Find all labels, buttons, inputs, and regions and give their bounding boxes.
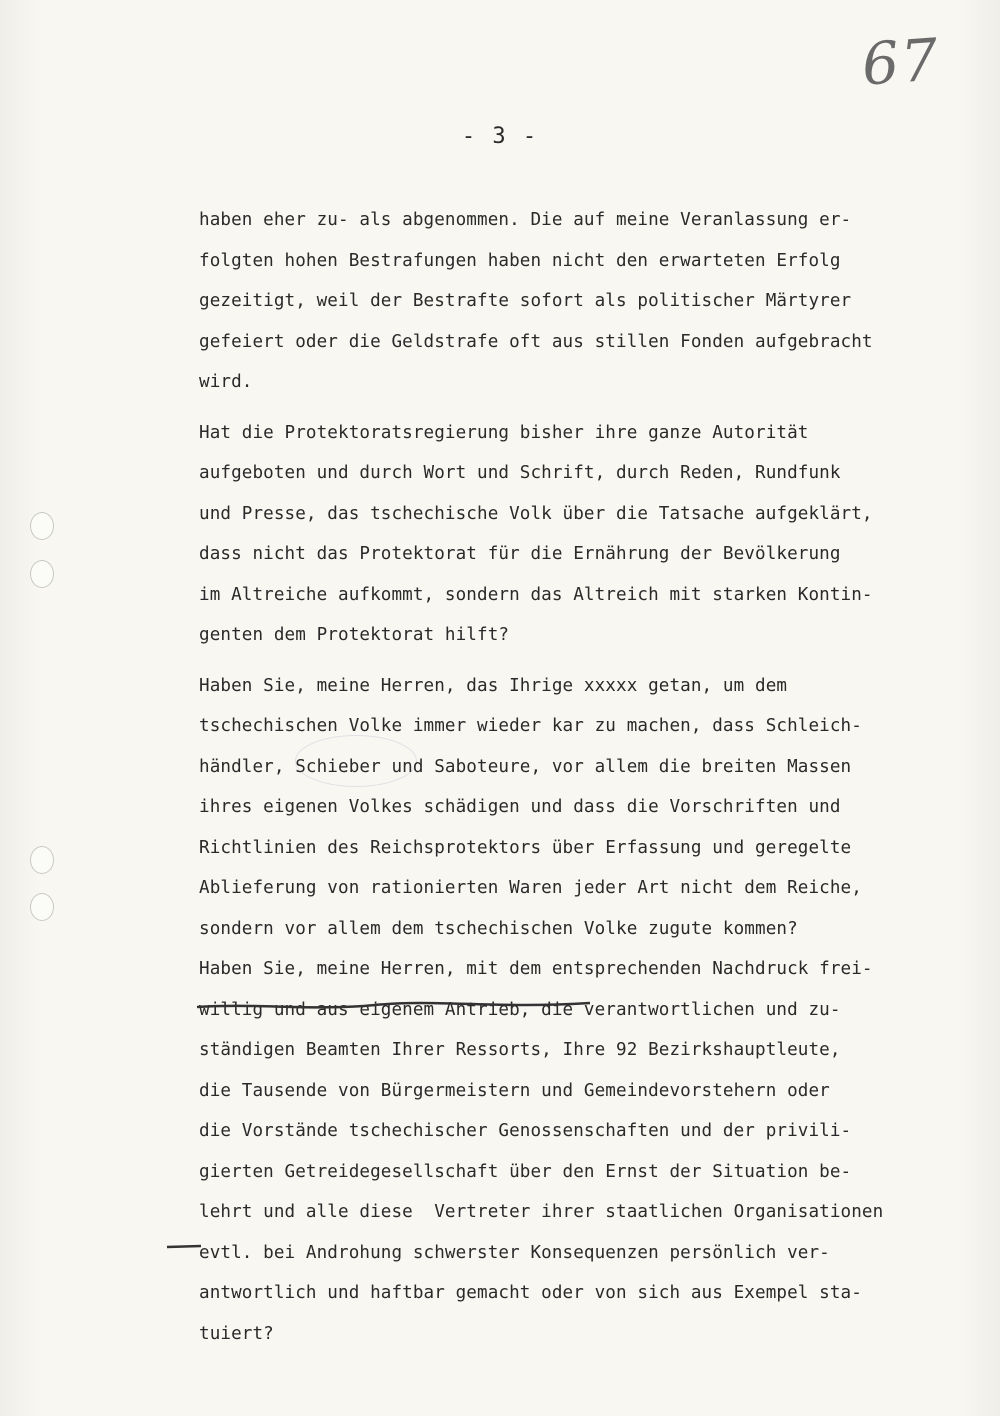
text-line: haben eher zu- als abgenommen. Die auf meine Veranlassung er- xyxy=(199,210,852,230)
paragraph xyxy=(199,200,979,403)
text-line: im Altreiche aufkommt, sondern das Altreich mit starken Kontin- xyxy=(199,584,873,605)
text-line: händler, Schieber und Saboteure, vor allem die breiten Massen xyxy=(199,756,852,777)
body-text xyxy=(199,200,979,1364)
text-line: gierten Getreidegesellschaft über den Ernst der Situation be- xyxy=(199,1161,852,1182)
punch-hole xyxy=(30,560,54,588)
text-line: dass nicht das Protektorat für die Ernährung der Bevölkerung xyxy=(199,544,841,564)
text-line: folgten hohen Bestrafungen haben nicht den erwarteten Erfolg xyxy=(199,250,841,271)
text-line: Ablieferung von rationierten Waren jeder Art nicht dem Reiche, xyxy=(199,878,862,898)
text-line: und Presse, das tschechische Volk über die Tatsache aufgeklärt, xyxy=(199,503,873,524)
text-line: Richtlinien des Reichsprotektors über Erfassung und geregelte xyxy=(199,837,852,858)
text-line: tuiert? xyxy=(199,1323,274,1344)
text-line: ihres eigenen Volkes schädigen und dass die Vorschriften und xyxy=(199,797,841,817)
text-line: lehrt und alle diese Vertreter ihrer staatlichen Organisationen xyxy=(199,1202,884,1222)
text-line: Hat die Protektoratsregierung bisher ihre ganze Autorität xyxy=(199,422,809,443)
text-line: gezeitigt, weil der Bestrafte sofort als politischer Märtyrer xyxy=(199,291,852,311)
punch-hole xyxy=(30,893,54,921)
text-line: tschechischen Volke immer wieder kar zu machen, dass Schleich- xyxy=(199,716,862,736)
punch-hole xyxy=(30,846,54,874)
text-line-struck: willig und aus eigenem Antrieb, die verantwortlichen und zu- xyxy=(199,999,841,1020)
text-line: gefeiert oder die Geldstrafe oft aus stillen Fonden aufgebracht xyxy=(199,331,873,352)
handwritten-mark xyxy=(165,1238,205,1254)
text-line: sondern vor allem dem tschechischen Volke zugute kommen? xyxy=(199,918,798,939)
text-line: aufgeboten und durch Wort und Schrift, durch Reden, Rundfunk xyxy=(199,463,841,483)
text-line: Haben Sie, meine Herren, das Ihrige xxxxx getan, um dem xyxy=(199,675,788,696)
text-line: evtl. bei Androhung schwerster Konsequenzen persönlich ver- xyxy=(199,1242,830,1263)
text-line: die Tausende von Bürgermeistern und Gemeindevorstehern oder xyxy=(199,1080,830,1101)
text-line: die Vorstände tschechischer Genossenschaften und der privili- xyxy=(199,1121,852,1141)
paragraph xyxy=(199,413,979,656)
text-line: wird. xyxy=(199,372,253,392)
text-line: Haben Sie, meine Herren, mit dem entsprechenden Nachdruck frei- xyxy=(199,959,873,979)
page-number: - 3 - xyxy=(461,124,539,149)
text-line: genten dem Protektorat hilft? xyxy=(199,625,510,645)
handwritten-folio-number: 67 xyxy=(859,25,943,99)
handwritten-strikethrough xyxy=(195,995,595,1019)
text-line: ständigen Beamten Ihrer Ressorts, Ihre 92 Bezirkshauptleute, xyxy=(199,1040,841,1060)
text-line: antwortlich und haftbar gemacht oder von sich aus Exempel sta- xyxy=(199,1283,862,1303)
punch-hole xyxy=(30,512,54,540)
